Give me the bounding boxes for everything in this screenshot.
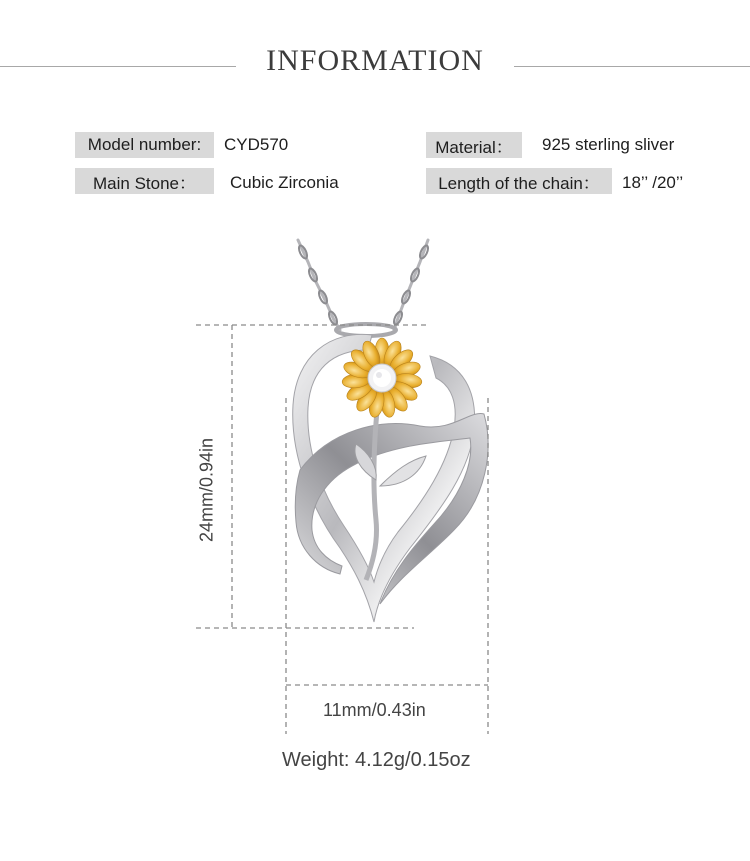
- chain: [297, 240, 429, 336]
- page-title: INFORMATION: [266, 44, 484, 77]
- dimension-guides: [196, 325, 488, 734]
- sunflower: [341, 338, 422, 419]
- height-dimension: [192, 420, 222, 560]
- material-label: Material：: [426, 132, 522, 158]
- width-dimension-label: 11mm/0.43in: [323, 700, 426, 720]
- heart-pendant: [293, 334, 488, 622]
- main-stone-label: Main Stone：: [75, 168, 214, 194]
- material-value: 925 sterling sliver: [542, 135, 675, 154]
- title-divider-right: [514, 66, 750, 67]
- main-stone-value: Cubic Zirconia: [230, 173, 339, 192]
- height-dimension-label: 24mm/0.94in: [196, 437, 217, 543]
- chain-length-label: Length of the chain：: [426, 168, 612, 194]
- chain-length-value: 18’’ /20’’: [622, 173, 684, 192]
- model-number-label: Model number:: [75, 132, 214, 158]
- model-number-value: CYD570: [224, 135, 289, 154]
- title-divider-left: [0, 66, 236, 67]
- weight-label: Weight: 4.12g/0.15oz: [282, 749, 471, 771]
